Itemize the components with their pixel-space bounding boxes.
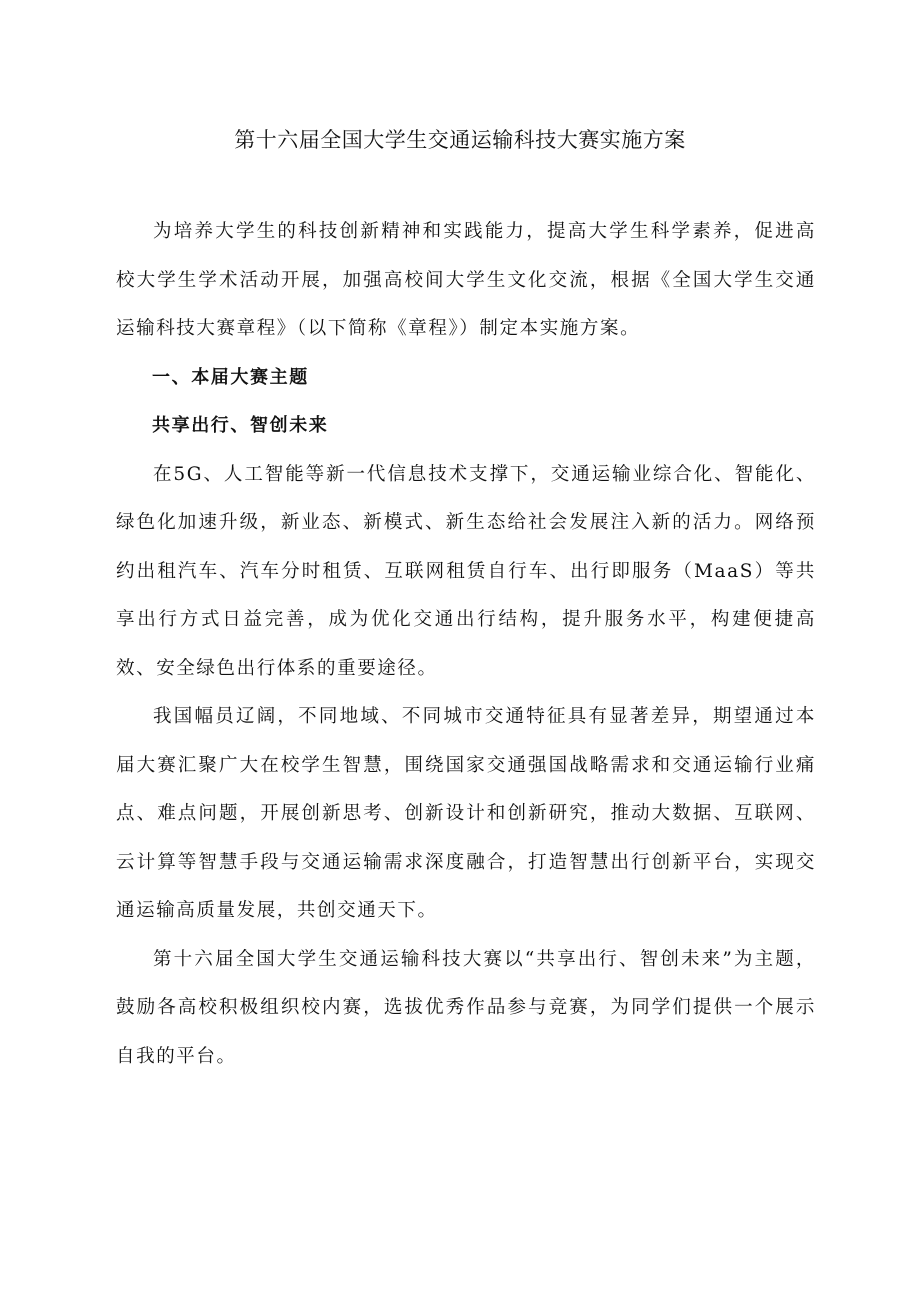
document-body bbox=[116, 208, 816, 1081]
theme-slogan: 共享出行、智创未来 bbox=[152, 415, 329, 436]
theme-paragraph-2: 我国幅员辽阔，不同地域、不同城市交通特征具有显著差异，期望通过本届大赛汇聚广大在校学生智慧，围绕国家交通强国战略需求和交通运输行业痛点、难点问题，开展创新思考、创新设计和创新研究，推动大数据、互联网、云计算等智慧手段与交通运输需求深度融合，打造智慧出行创新平台，实现交通运输高质量发展，共创交通天下。 bbox=[116, 706, 816, 921]
theme-paragraph-1: 在5G、人工智能等新一代信息技术支撑下，交通运输业综合化、智能化、绿色化加速升级，新业态、新模式、新生态给社会发展注入新的活力。网络预约出租汽车、汽车分时租赁、互联网租赁自行车、出行即服务（MaaS）等共享出行方式日益完善，成为优化交通出行结构，提升服务水平，构建便捷高效、安全绿色出行体系的重要途径。 bbox=[116, 463, 816, 679]
intro-paragraph: 为培养大学生的科技创新精神和实践能力，提高大学生科学素养，促进高校大学生学术活动开展，加强高校间大学生文化交流，根据《全国大学生交通运输科技大赛章程》（以下简称《章程》）制定本实施方案。 bbox=[116, 221, 816, 339]
document-title: 第十六届全国大学生交通运输科技大赛实施方案 bbox=[234, 128, 686, 152]
section-heading-theme: 一、本届大赛主题 bbox=[152, 366, 309, 388]
theme-paragraph-3: 第十六届全国大学生交通运输科技大赛以“共享出行、智创未来”为主题，鼓励各高校积极组织校内赛，选拔优秀作品参与竞赛，为同学们提供一个展示自我的平台。 bbox=[116, 948, 816, 1067]
